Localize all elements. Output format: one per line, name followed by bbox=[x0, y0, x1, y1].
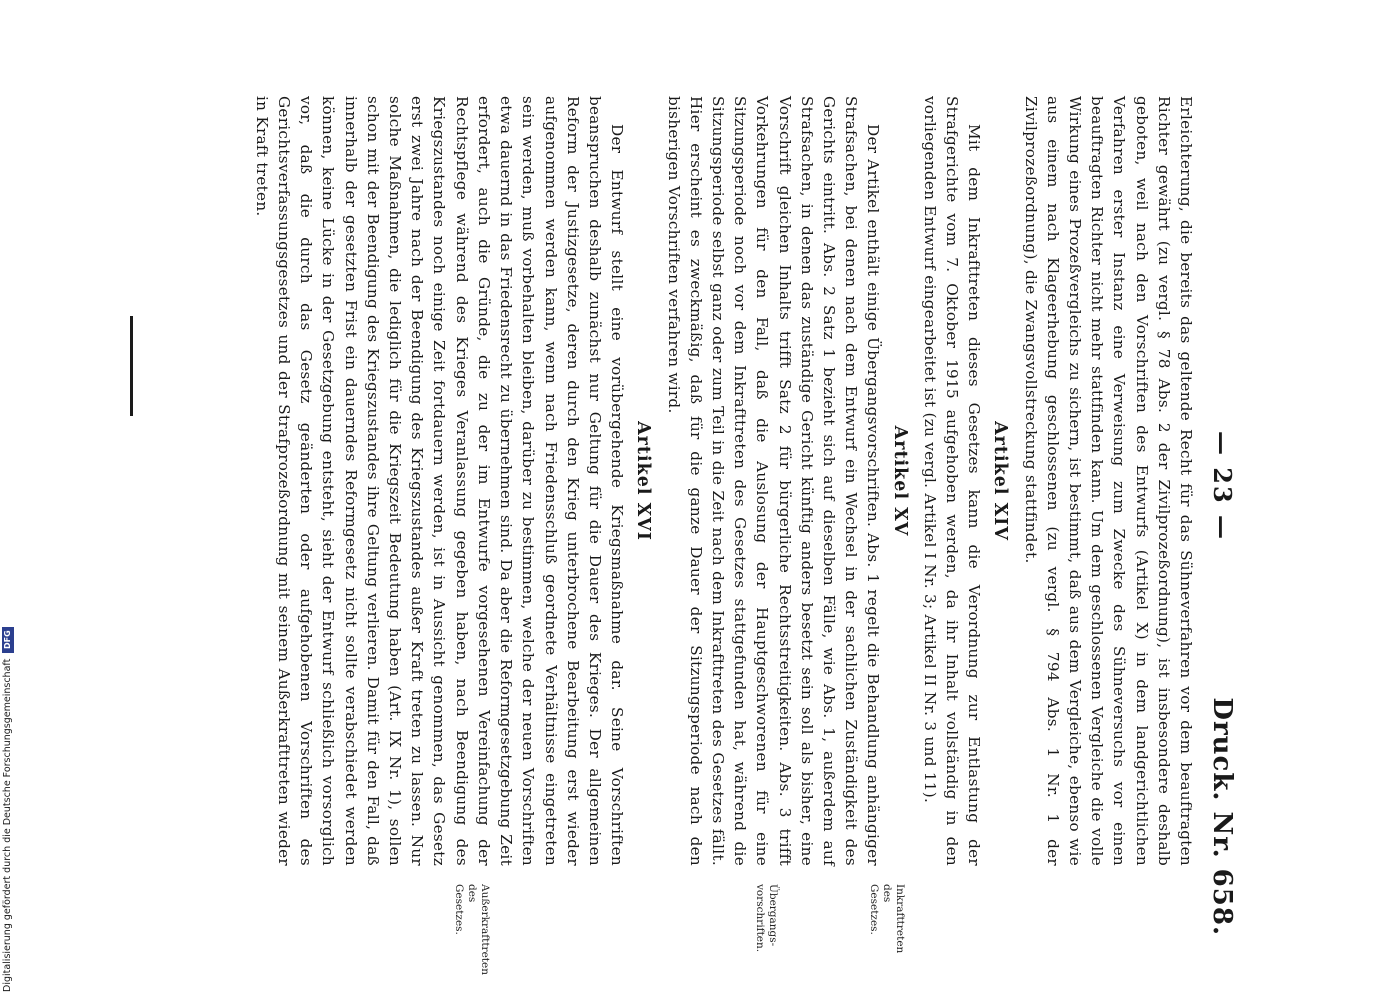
scanned-page bbox=[101, 16, 1241, 975]
dfg-footer bbox=[1, 600, 15, 992]
marginal-note-uebergang: Übergangs-vorschriften. bbox=[754, 884, 779, 953]
marginal-note-ausserkrafttreten: Außerkrafttreten des Gesetzes. bbox=[453, 884, 491, 975]
page-header bbox=[1201, 16, 1241, 956]
marginal-note-inkrafttreten: Inkrafttreten des Gesetzes. bbox=[868, 884, 906, 954]
article-14-heading: Artikel XIV bbox=[990, 421, 1011, 541]
article-16-heading: Artikel XVI bbox=[633, 421, 654, 541]
dfg-logo: DFG bbox=[2, 627, 14, 653]
print-reference: Druck. Nr. 658. bbox=[1207, 697, 1237, 936]
page-number: — 23 — bbox=[1208, 430, 1237, 542]
intro-paragraph: Erleichterung, die bereits das geltende Recht für das Sühneverfahren vor dem beauftragten Richter gewährt (zu vergl. § 78 Abs. 2 der Zivilprozeßordnung), ist insbesondere deshalb geboten, weil nach den Vorschriften des Entwurfs (Artikel X) in dem landgerichtlichen Verfahren erster Instanz eine Verweisung zum Zwecke des Sühneversuchs vor einen beauftragten Richter nicht mehr stattfinden kann. Um dem geschlossenen Vergleiche die volle Wirkung eines Prozeßvergleichs zu sichern, ist bestimmt, daß aus dem Vergleiche, ebenso wie aus einem nach Klageerhebung geschlossenen (zu vergl. § 794 Abs. 1 Nr. 1 der Zivilprozeßordnung), die Zwangsvollstreckung stattfindet. bbox=[1021, 96, 1195, 866]
article-15-text: Der Artikel enthält einige Übergangsvorschriften. Abs. 1 regelt die Behandlung anhängiger Strafsachen, bei denen nach dem Entwurf ein Wechsel in der sachlichen Zuständigkeit des Gerichts eintritt. Abs. 2 Satz 1 bezieht sich auf dieselben Fälle, wie Abs. 1, außerdem auf Strafsachen, in denen das zuständige Gericht künftig anders besetzt sein soll als bisher, eine Vorschrift gleichen Inhalts trifft Satz 2 für bürgerliche Rechtsstreitigkeiten. Abs. 3 trifft Vorkehrungen für den Fall, daß die Auslosung der Hauptgeschworenen für eine Sitzungsperiode noch vor dem Inkrafttreten des Gesetzes stattgefunden hat, während die Sitzungsperiode selbst ganz oder zum Teil in die Zeit nach dem Inkrafttreten des Gesetzes fällt. Hier erscheint es zweckmäßig, daß für die ganze Dauer der Sitzungsperiode nach den bisherigen Vorschriften verfahren wird. bbox=[664, 96, 883, 866]
dfg-notice: Digitalisierung gefördert durch die Deutsche Forschungsgemeinschaft bbox=[2, 658, 13, 992]
end-rule bbox=[130, 316, 133, 416]
article-16-text: Der Entwurf stellt eine vorübergehende Kriegsmaßnahme dar. Seine Vorschriften beanspruchen deshalb zunächst nur Geltung für die Dauer des Krieges. Der allgemeinen Reform der Justizgesetze, deren durch den Krieg unterbrochene Bearbeitung erst wieder aufgenommen werden kann, wenn nach Friedensschluß geordnete Verhältnisse eingetreten sein werden, muß vorbehalten bleiben, darüber zu bestimmen, welche der neuen Vorschriften etwa dauernd in das Friedensrecht zu übernehmen sind. Da aber die Reformgesetzgebung Zeit erfordert, auch die Gründe, die zu der im Entwurfe vorgesehenen Vereinfachung der Rechtspflege während des Krieges Veranlassung gegeben haben, nach Beendigung des Kriegszustandes noch einige Zeit fortdauern werden, ist in Aussicht genommen, das Gesetz erst zwei Jahre nach der Beendigung des Kriegszustandes außer Kraft treten zu lassen. Nur solche Maßnahmen, die lediglich für die Kriegszeit Bedeutung haben (Art. IX Nr. 1), sollen schon mit der Beendigung des Kriegszustandes ihre Geltung verlieren. Damit für den Fall, daß innerhalb der gesetzten Frist ein dauerndes Reformgesetz nicht sollte verabschiedet werden können, keine Lücke in der Gesetzgebung entsteht, sieht der Entwurf schließlich vorsorglich vor, daß die durch das Gesetz geänderten oder aufgehobenen Vorschriften des Gerichtsverfassungsgesetzes und der Strafprozeßordnung mit seinem Außerkrafttreten wieder in Kraft treten. bbox=[252, 96, 627, 866]
body-text bbox=[251, 96, 1197, 866]
article-14-text: Mit dem Inkrafttreten dieses Gesetzes kann die Verordnung zur Entlastung der Strafgerichte vom 7. Oktober 1915 aufgehoben werden, da ihr Inhalt vollständig in den vorliegenden Entwurf eingearbeitet ist (zu vergl. Artikel I Nr. 3; Artikel II Nr. 3 und 11). bbox=[920, 96, 984, 866]
article-15-heading: Artikel XV bbox=[889, 425, 910, 537]
